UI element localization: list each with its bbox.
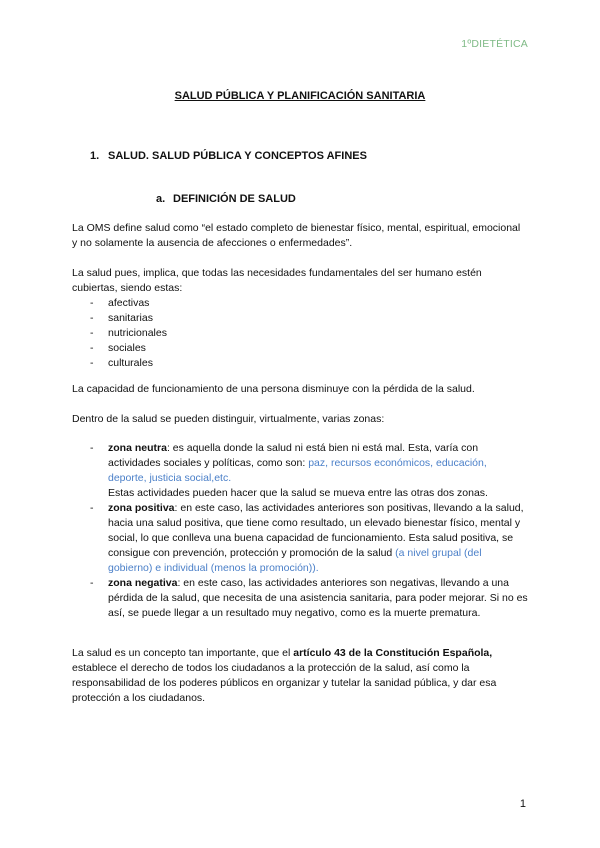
oms-definition-paragraph: La OMS define salud como “el estado completo de bienestar físico, mental, espiritual, emocional y no solamente la ausencia de afecciones o enfermedades”. [72, 222, 521, 249]
zone-neutral-extra: Estas actividades pueden hacer que la salud se mueva entre las otras dos zonas. [108, 487, 488, 499]
list-item: - afectivas [72, 296, 528, 311]
list-item: - nutricionales [72, 326, 528, 341]
zone-positive-highlight: (a nivel grupal (del gobierno) e individual (menos la promoción)). [108, 547, 482, 574]
capacity-paragraph: La capacidad de funcionamiento de una persona disminuye con la pérdida de la salud. [72, 383, 475, 395]
zones-section [72, 441, 528, 621]
subsection-letter: a. [156, 193, 166, 205]
zones-intro-paragraph: Dentro de la salud se pueden distinguir, virtualmente, varias zonas: [72, 413, 385, 425]
list-item: - sanitarias [72, 311, 528, 326]
zone-positive-item: - zona positiva: en este caso, las actividades anteriores son positivas, llevando a la salud, hacia una salud positiva, que tiene como resultado, un elevado bienestar físico, mental y social, lo que conlleva una buena capacidad de funcionamiento. Esta salud positiva, se consigue con prevención, protección y promoción de la salud (a nivel grupal (del gobierno) e individual (menos la promoción)). [72, 501, 528, 576]
needs-list [72, 296, 528, 371]
zones-list [72, 441, 528, 621]
needs-section [72, 266, 528, 371]
course-tag: 1ºDIETÉTICA [461, 38, 528, 50]
zone-neutral-highlight: paz, recursos económicos, educación, deporte, justicia social,etc. [108, 457, 487, 484]
constitution-paragraph: La salud es un concepto tan importante, que el artículo 43 de la Constitución Española, establece el derecho de todos los ciudadanos a la protección de la salud, así como la responsabilidad de los poderes públicos en organizar y tutelar la sanidad pública, y dar esa protección a los ciudadanos. [72, 647, 497, 704]
needs-intro: La salud pues, implica, que todas las necesidades fundamentales del ser humano estén cubiertas, siendo estas: [72, 267, 482, 294]
zone-negative-term: zona negativa [108, 577, 178, 589]
section-title: SALUD. SALUD PÚBLICA Y CONCEPTOS AFINES [108, 150, 367, 162]
subsection-heading [156, 192, 296, 207]
zone-neutral-term: zona neutra [108, 442, 167, 454]
constitution-article: artículo 43 de la Constitución Española, [293, 647, 493, 659]
section-heading [90, 149, 367, 164]
zone-neutral-item: - zona neutra: es aquella donde la salud ni está bien ni está mal. Esta, varía con actividades sociales y políticas, como son: paz, recursos económicos, educación, deporte, justicia social,etc. Estas actividades pueden hacer que la salud se mueva entre las otras dos zonas. [72, 441, 528, 501]
list-item: - culturales [72, 356, 528, 371]
document-title: SALUD PÚBLICA Y PLANIFICACIÓN SANITARIA [174, 90, 426, 102]
page-number: 1 [519, 798, 526, 810]
zone-positive-term: zona positiva [108, 502, 175, 514]
zone-negative-item: - zona negativa: en este caso, las actividades anteriores son negativas, llevando a una pérdida de la salud, que necesita de una asistencia sanitaria, para poder mejorar. Si no es así, se puede llegar a un resultado muy negativo, como es la muerte prematura. [72, 576, 528, 621]
list-item: - sociales [72, 341, 528, 356]
section-number: 1. [90, 150, 100, 162]
subsection-title: DEFINICIÓN DE SALUD [173, 193, 296, 205]
